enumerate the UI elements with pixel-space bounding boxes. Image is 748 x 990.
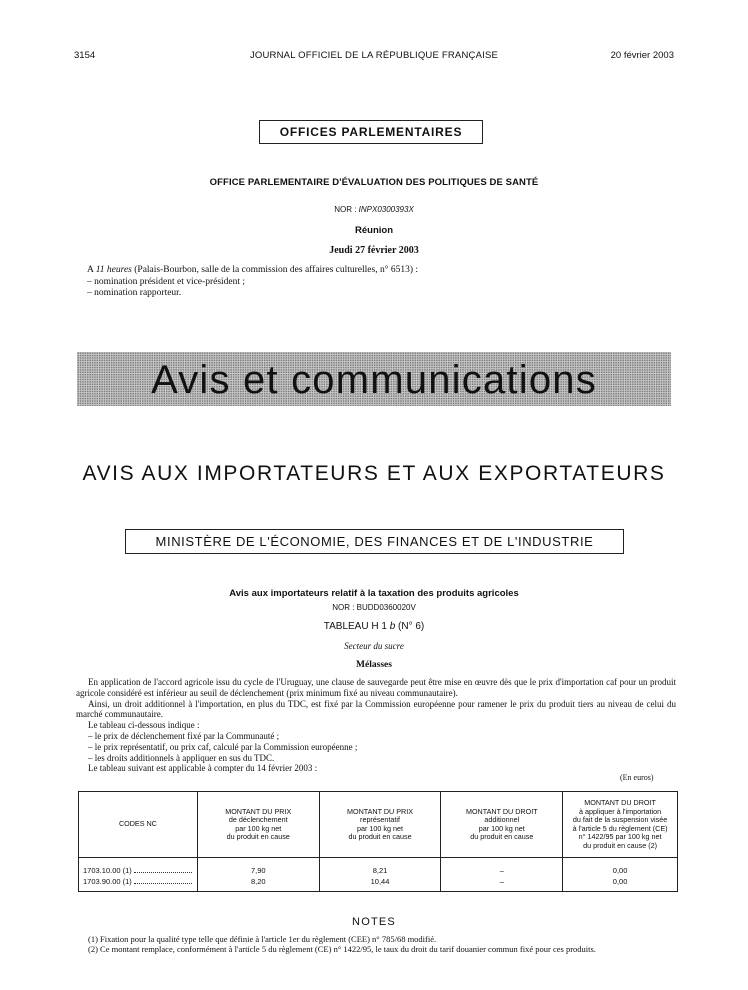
nor-code: INPX0300393X [358, 205, 414, 214]
offices-box-title: OFFICES PARLEMENTAIRES [259, 120, 483, 144]
agenda-line-1: A 11 heures (Palais-Bourbon, salle de la commission des affaires culturelles, n° 6513) : [87, 265, 419, 275]
header-codes-nc: CODES NC [79, 792, 198, 858]
nor-label: NOR : [334, 205, 359, 214]
table-row: 1703.10.00 (1) [83, 866, 195, 877]
section-title: AVIS AUX IMPORTATEURS ET AUX EXPORTATEURS [82, 462, 666, 485]
table-body-row [79, 858, 678, 892]
product-heading: Mélasses [356, 660, 392, 670]
notes-body [76, 934, 676, 954]
meeting-agenda [87, 265, 418, 300]
header-representative-price: MONTANT DU PRIX représentatif par 100 kg net du produit en cause [319, 792, 441, 858]
header-additional-duty: MONTANT DU DROIT additionnel par 100 kg net du produit en cause [441, 792, 563, 858]
trigger-price-cell: 7,90 8,20 [197, 858, 319, 892]
ministry-box: MINISTÈRE DE L'ÉCONOMIE, DES FINANCES ET DE L'INDUSTRIE [125, 529, 624, 554]
notes-title: NOTES [352, 916, 396, 928]
banner-title: Avis et communications [151, 358, 597, 402]
office-nor [0, 205, 748, 214]
unit-label: (En euros) [620, 773, 654, 782]
paragraph-3: Le tableau ci-dessous indique : [88, 720, 200, 731]
header-duty-applied: MONTANT DU DROIT à appliquer à l'importation du fait de la suspension visée à l'article 5 du règlement (CE) n° 1422/95 par 100 kg net du produit en cause (2) [563, 792, 678, 858]
secteur-label: Secteur du sucre [344, 641, 404, 651]
paragraph-4: Le tableau suivant est applicable à compter du 14 février 2003 : [88, 763, 318, 774]
table-row: 1703.90.00 (1) [83, 877, 195, 888]
agenda-line-2: – nomination président et vice-président ; [87, 276, 246, 287]
notice-nor: NOR : BUDD0360020V [332, 603, 416, 612]
agenda-line-3: – nomination rapporteur. [87, 288, 182, 298]
notice-title: Avis aux importateurs relatif à la taxation des produits agricoles [229, 588, 519, 599]
office-name: OFFICE PARLEMENTAIRE D'ÉVALUATION DES POLITIQUES DE SANTÉ [209, 177, 539, 188]
header-trigger-price: MONTANT DU PRIX de déclenchement par 100 kg net du produit en cause [197, 792, 319, 858]
paragraph-1: En application de l'accord agricole issu du cycle de l'Uruguay, une clause de sauvegarde peut être mise en œuvre dès que le prix d'importation caf pour un produit agricole considéré est inférieur au seuil de déclenchement (prix minimum fixé au niveau communautaire). [76, 677, 676, 698]
tableau-heading: TABLEAU H 1 b (N° 6) [323, 621, 425, 632]
representative-price-cell: 8,21 10,44 [319, 858, 441, 892]
bullet-2: – le prix représentatif, ou prix caf, calculé par la Commission européenne ; [88, 741, 358, 752]
duty-applied-cell: 0,00 0,00 [563, 858, 678, 892]
reunion-heading: Réunion [355, 225, 393, 236]
additional-duty-cell: – – [441, 858, 563, 892]
note-1: (1) Fixation pour la qualité type telle que définie à l'article 1er du règlement (CEE) n° 785/68 modifié. [88, 934, 437, 944]
note-2: (2) Ce montant remplace, conformément à l'article 5 du règlement (CE) n° 1422/95, le taux du droit du tarif douanier commun fixé pour ces produits. [88, 944, 596, 954]
journal-title: JOURNAL OFFICIEL DE LA RÉPUBLIQUE FRANÇAISE [249, 50, 499, 61]
meeting-time: 11 heures [95, 265, 132, 275]
table-header-row [79, 792, 678, 858]
codes-cell [79, 858, 198, 892]
body-paragraphs [76, 677, 676, 774]
issue-date: 20 février 2003 [610, 50, 674, 61]
bullet-1: – le prix de déclenchement fixé par la Communauté ; [88, 730, 280, 741]
tariff-table [78, 791, 678, 892]
meeting-date: Jeudi 27 février 2003 [329, 245, 419, 256]
page-number: 3154 [74, 50, 96, 61]
paragraph-2: Ainsi, un droit additionnel à l'importation, en plus du TDC, est fixé par la Commission européenne pour ramener le prix du produit tiers au niveau de celui du marché communautaire. [76, 698, 676, 720]
bullet-3: – les droits additionnels à appliquer en sus du TDC. [88, 752, 275, 763]
